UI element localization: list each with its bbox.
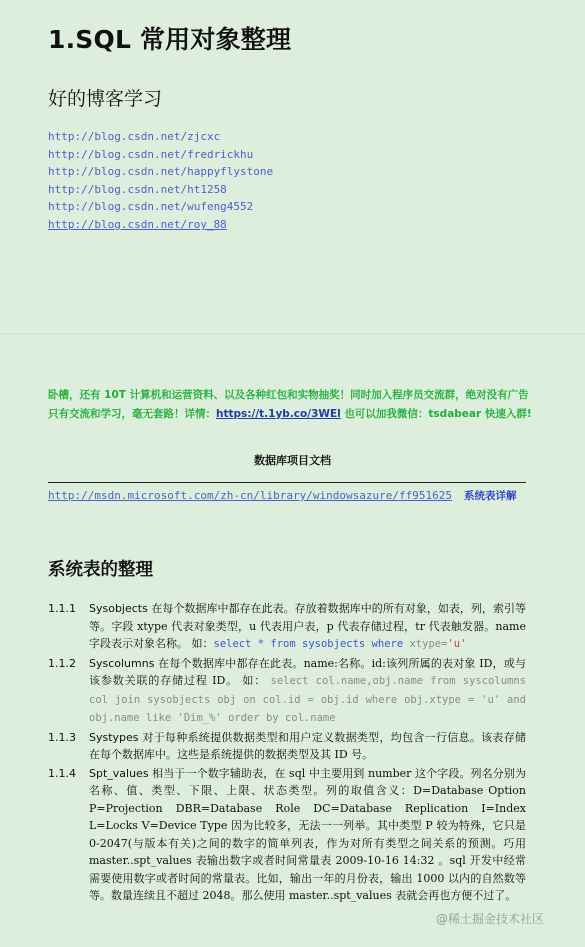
blog-subtitle: 好的博客学习 bbox=[48, 88, 163, 110]
promo-text bbox=[48, 386, 538, 424]
item-text bbox=[89, 600, 526, 654]
item-desc: 对于每种系统提供数据类型和用户定义数据类型，均包含一行信息。该表存储在每个数据库中。这些是系统提供的数据类型及其 ID 号。 bbox=[89, 730, 526, 761]
code-plain: xtype= bbox=[403, 638, 448, 650]
item-term: Spt_values bbox=[89, 766, 149, 780]
promo-text-after: 也可以加我微信：tsdabear 快速入群! bbox=[340, 408, 532, 420]
item-text bbox=[89, 765, 526, 905]
blog-link[interactable]: http://blog.csdn.net/zjcxc bbox=[48, 130, 221, 143]
blog-link-list bbox=[48, 128, 273, 234]
list-item bbox=[48, 729, 526, 764]
msdn-link[interactable]: http://msdn.microsoft.com/zh-cn/library/windowsazure/ff951625 bbox=[48, 489, 452, 502]
doc-link-block bbox=[48, 482, 526, 505]
doc-heading: 数据库项目文档 bbox=[254, 454, 331, 467]
page-divider bbox=[0, 333, 585, 334]
promo-link[interactable]: https://t.1yb.co/3WEl bbox=[216, 408, 341, 420]
blog-link[interactable]: http://blog.csdn.net/wufeng4552 bbox=[48, 200, 254, 214]
item-desc: 相当于一个数字辅助表，在 sql 中主要用到 number 这个字段。列名分别为名称、值、类型、下限、上限、状态类型。列的取值含义：D=Database Option P=Projection DBR=Database Role DC=Database Replication I=Index L=Locks V=Device Type 因为比较多，无法一一列举。其中类型 P 较为特殊，它只是 0-2047(与版本有关)之间的数字的简单列表，作为对所有类型之间关系的预测。巧用 master..spt_values 表输出数字或者时间常量表 2009-10-16 14:32 。sql 开发中经常需要使用数字或者时间的常量表。比如，输出一年的月份表，输出 1000 以内的自然数等等。数量连续且不超过 2048。那么使用 master..spt_values 表就会再也方便不过了。 bbox=[89, 766, 526, 902]
promo-text-before: 卧槽，还有 10T 计算机和运营资料、以及各种红包和实物抽奖！同时加入程序员交流群，绝对没有广告只有交流和学习，毫无套路！详情： bbox=[48, 389, 529, 420]
item-number: 1.1.4 bbox=[48, 766, 76, 780]
blog-link[interactable]: http://blog.csdn.net/ht1258 bbox=[48, 182, 227, 196]
code-snippet: select col.name,obj.name from syscolumns col join sysobjects obj on col.id = obj.id where obj.xtype = 'u' and obj.name like 'Dim_%' order by col.name bbox=[89, 675, 526, 724]
item-desc: 在每个数据库中都存在此表。存放着数据库中的所有对象，如表，列，索引等等。字段 xtype 代表对象类型，u 代表用户表，p 代表存储过程，tr 代表触发器。name 字段表示对象名称。 如： bbox=[89, 602, 526, 650]
code-keyword: where bbox=[371, 638, 404, 650]
item-number: 1.1.2 bbox=[48, 656, 76, 670]
item-number: 1.1.1 bbox=[48, 602, 76, 615]
doc-link-tail[interactable]: 系统表详解 bbox=[463, 490, 517, 502]
item-term: Systypes bbox=[89, 730, 139, 744]
blog-link[interactable]: http://blog.csdn.net/fredrickhu bbox=[48, 147, 254, 161]
list-item bbox=[48, 600, 526, 654]
list-item bbox=[48, 655, 526, 728]
page-title: 1.SQL 常用对象整理 bbox=[48, 25, 292, 54]
system-table-list bbox=[48, 600, 526, 906]
list-item bbox=[48, 765, 526, 905]
item-text bbox=[89, 655, 526, 728]
item-desc: 在每个数据库中都存在此表。name:名称。id:该列所属的表对象 ID，或与该参数关联的存储过程 ID。 如： bbox=[89, 656, 526, 687]
item-number: 1.1.3 bbox=[48, 730, 76, 744]
code-keyword: select * from bbox=[213, 638, 296, 650]
blog-link[interactable]: http://blog.csdn.net/happyflystone bbox=[48, 165, 274, 179]
section-heading: 系统表的整理 bbox=[48, 560, 153, 580]
watermark: @稀土掘金技术社区 bbox=[436, 912, 545, 926]
code-string: 'u' bbox=[447, 638, 467, 650]
blog-link[interactable]: http://blog.csdn.net/roy_88 bbox=[48, 217, 227, 231]
item-term: Sysobjects bbox=[89, 602, 148, 615]
code-plain: sysobjects bbox=[295, 638, 372, 650]
item-term: Syscolumns bbox=[89, 656, 155, 670]
item-text bbox=[89, 729, 526, 764]
